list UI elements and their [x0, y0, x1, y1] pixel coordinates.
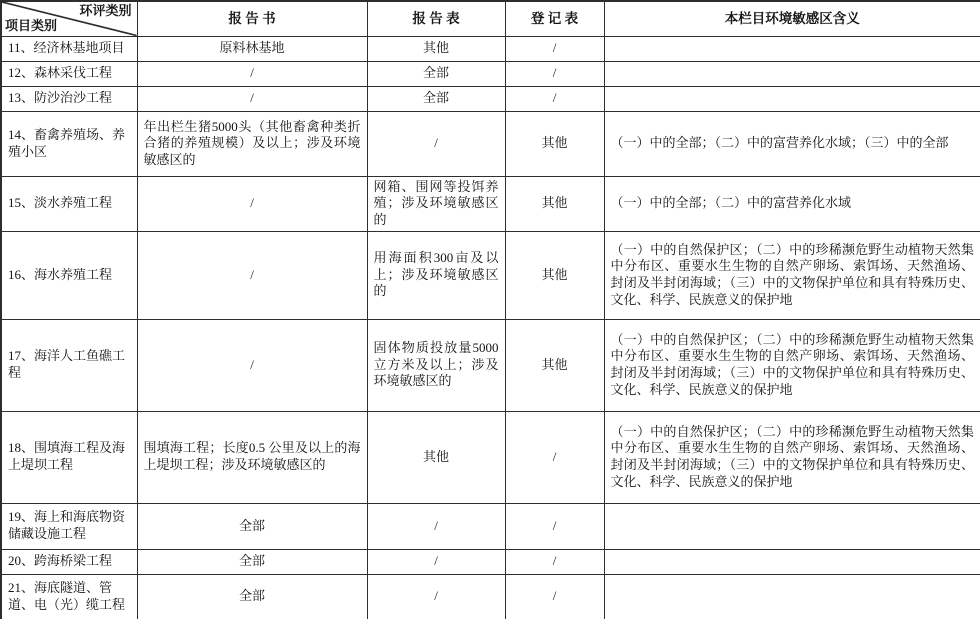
diagonal-header-cell: [1, 1, 137, 36]
registration-form-cell: /: [505, 36, 604, 61]
sensitive-area-meaning-cell: （一）中的自然保护区；（二）中的珍稀濒危野生动植物天然集中分布区、重要水生生物的自然产卵场、索饵场、天然渔场、封闭及半封闭海域；（三）中的文物保护单位和具有特殊历史、文化、科学、民族意义的保护地: [604, 411, 980, 503]
report-book-cell: /: [137, 176, 367, 231]
sensitive-area-meaning-cell: （一）中的自然保护区；（二）中的珍稀濒危野生动植物天然集中分布区、重要水生生物的自然产卵场、索饵场、天然渔场、封闭及半封闭海域；（三）中的文物保护单位和具有特殊历史、文化、科学、民族意义的保护地: [604, 231, 980, 319]
registration-form-cell: 其他: [505, 111, 604, 176]
sensitive-area-meaning-cell: [604, 503, 980, 549]
category-cell: 16、海水养殖工程: [1, 231, 137, 319]
report-form-cell: /: [367, 503, 505, 549]
report-book-cell: 全部: [137, 549, 367, 574]
header-report-form: 报 告 表: [367, 1, 505, 36]
registration-form-cell: /: [505, 503, 604, 549]
header-project-category: 项目类别: [5, 17, 58, 33]
registration-form-cell: /: [505, 411, 604, 503]
report-book-cell: /: [137, 319, 367, 411]
table-row: [1, 319, 980, 411]
category-cell: 13、防沙治沙工程: [1, 86, 137, 111]
report-book-cell: /: [137, 61, 367, 86]
report-book-cell: 全部: [137, 574, 367, 619]
category-cell: 21、海底隧道、管道、电（光）缆工程: [1, 574, 137, 619]
category-cell: 14、畜禽养殖场、养殖小区: [1, 111, 137, 176]
report-form-cell: /: [367, 111, 505, 176]
report-book-cell: /: [137, 86, 367, 111]
table-row: [1, 411, 980, 503]
report-form-cell: 网箱、围网等投饵养殖；涉及环境敏感区的: [367, 176, 505, 231]
report-form-cell: 全部: [367, 86, 505, 111]
report-form-cell: /: [367, 574, 505, 619]
registration-form-cell: /: [505, 549, 604, 574]
sensitive-area-meaning-cell: （一）中的全部；（二）中的富营养化水域: [604, 176, 980, 231]
category-cell: 15、淡水养殖工程: [1, 176, 137, 231]
table-row: [1, 36, 980, 61]
registration-form-cell: 其他: [505, 319, 604, 411]
report-form-cell: 其他: [367, 36, 505, 61]
category-cell: 17、海洋人工鱼礁工程: [1, 319, 137, 411]
report-book-cell: 原料林基地: [137, 36, 367, 61]
report-form-cell: 全部: [367, 61, 505, 86]
table-row: [1, 549, 980, 574]
registration-form-cell: /: [505, 574, 604, 619]
registration-form-cell: 其他: [505, 231, 604, 319]
report-book-cell: 围填海工程；长度0.5 公里及以上的海上堤坝工程；涉及环境敏感区的: [137, 411, 367, 503]
report-book-cell: 年出栏生猪5000头（其他畜禽种类折合猪的养殖规模）及以上；涉及环境敏感区的: [137, 111, 367, 176]
report-form-cell: 固体物质投放量5000 立方米及以上；涉及环境敏感区的: [367, 319, 505, 411]
registration-form-cell: /: [505, 86, 604, 111]
report-form-cell: 其他: [367, 411, 505, 503]
table-row: [1, 176, 980, 231]
sensitive-area-meaning-cell: [604, 36, 980, 61]
sensitive-area-meaning-cell: [604, 574, 980, 619]
category-cell: 19、海上和海底物资储藏设施工程: [1, 503, 137, 549]
category-cell: 12、森林采伐工程: [1, 61, 137, 86]
table-row: [1, 111, 980, 176]
table-row: [1, 231, 980, 319]
header-report-book: 报 告 书: [137, 1, 367, 36]
report-book-cell: 全部: [137, 503, 367, 549]
category-cell: 18、围填海工程及海上堤坝工程: [1, 411, 137, 503]
report-book-cell: /: [137, 231, 367, 319]
table-row: [1, 61, 980, 86]
category-cell: 20、跨海桥梁工程: [1, 549, 137, 574]
sensitive-area-meaning-cell: （一）中的自然保护区；（二）中的珍稀濒危野生动植物天然集中分布区、重要水生生物的自然产卵场、索饵场、天然渔场、封闭及半封闭海域；（三）中的文物保护单位和具有特殊历史、文化、科学、民族意义的保护地: [604, 319, 980, 411]
report-form-cell: 用海面积300亩及以上；涉及环境敏感区的: [367, 231, 505, 319]
category-cell: 11、经济林基地项目: [1, 36, 137, 61]
header-sensitive-area-meaning: 本栏目环境敏感区含义: [604, 1, 980, 36]
sensitive-area-meaning-cell: [604, 86, 980, 111]
sensitive-area-meaning-cell: [604, 61, 980, 86]
header-registration-form: 登 记 表: [505, 1, 604, 36]
registration-form-cell: /: [505, 61, 604, 86]
table-row: [1, 574, 980, 619]
header-eia-category: 环评类别: [79, 3, 132, 18]
report-form-cell: /: [367, 549, 505, 574]
table-row: [1, 503, 980, 549]
table-row: [1, 86, 980, 111]
sensitive-area-meaning-cell: [604, 549, 980, 574]
sensitive-area-meaning-cell: （一）中的全部；（二）中的富营养化水域；（三）中的全部: [604, 111, 980, 176]
registration-form-cell: 其他: [505, 176, 604, 231]
